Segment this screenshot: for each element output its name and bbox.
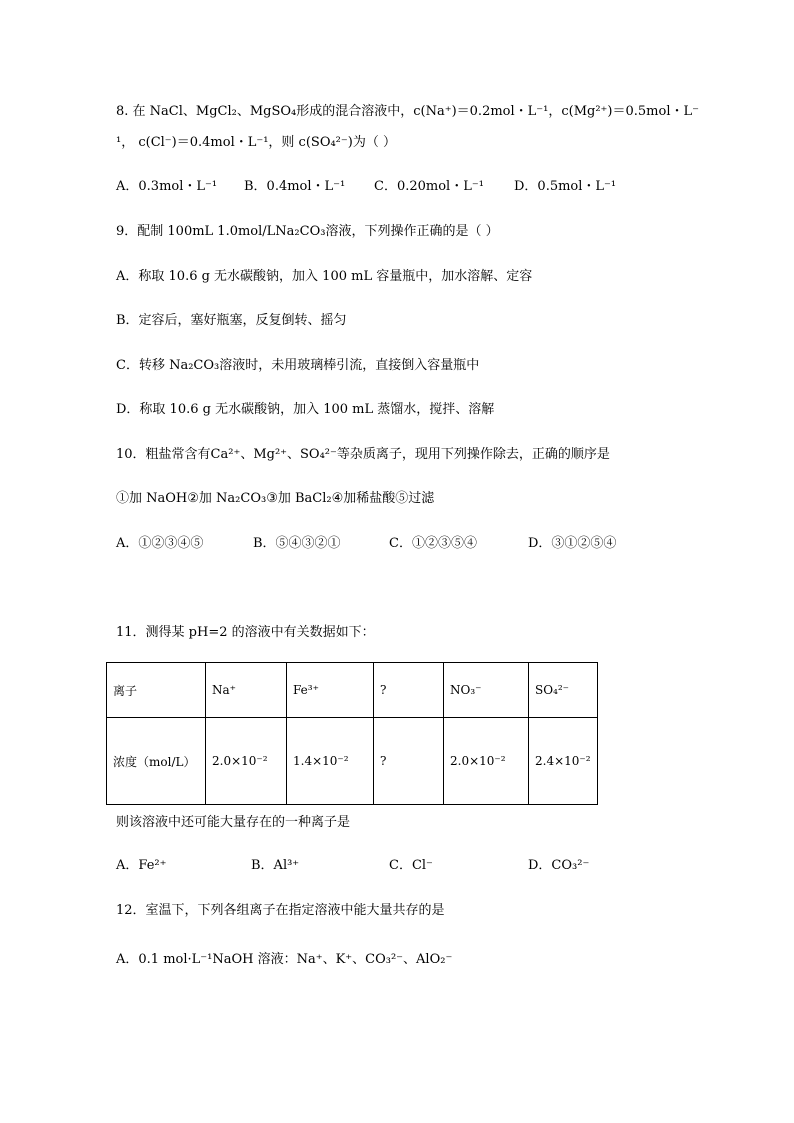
q8-stem-line2: ¹， c(Cl⁻)＝0.4mol・L⁻¹，则 c(SO₄²⁻)为（ ） bbox=[116, 135, 396, 150]
q11-prompt: 则该溶液中还可能大量存在的一种离子是 bbox=[116, 815, 351, 830]
q11-option-c: C．Cl⁻ bbox=[389, 858, 433, 873]
ion-data-table bbox=[106, 662, 598, 805]
table-cell: SO₄²⁻ bbox=[529, 663, 598, 718]
table-cell: 1.4×10⁻² bbox=[287, 718, 374, 805]
table-cell: 2.0×10⁻² bbox=[206, 718, 287, 805]
q8-option-b: B．0.4mol・L⁻¹ bbox=[244, 179, 346, 194]
q8-option-a: A．0.3mol・L⁻¹ bbox=[116, 179, 218, 194]
q11-option-b: B．Al³⁺ bbox=[251, 858, 300, 873]
q11-option-a: A．Fe²⁺ bbox=[116, 858, 167, 873]
table-cell: 2.0×10⁻² bbox=[444, 718, 529, 805]
table-cell: Na⁺ bbox=[206, 663, 287, 718]
q11-stem: 11．测得某 pH=2 的溶液中有关数据如下： bbox=[116, 625, 375, 640]
table-cell: 离子 bbox=[107, 663, 206, 718]
q8-option-c: C．0.20mol・L⁻¹ bbox=[374, 179, 484, 194]
table-cell: Fe³⁺ bbox=[287, 663, 374, 718]
table-header-row bbox=[107, 663, 598, 718]
table-cell: NO₃⁻ bbox=[444, 663, 529, 718]
q9-option-b: B．定容后，塞好瓶塞，反复倒转、摇匀 bbox=[116, 313, 347, 328]
table-cell: ? bbox=[374, 718, 444, 805]
table-cell: 2.4×10⁻² bbox=[529, 718, 598, 805]
q8-stem-line1: 8. 在 NaCl、MgCl₂、MgSO₄形成的混合溶液中，c(Na⁺)＝0.2mol・L⁻¹，c(Mg²⁺)＝0.5mol・L⁻ bbox=[116, 104, 699, 119]
q10-stem: 10．粗盐常含有Ca²⁺、Mg²⁺、SO₄²⁻等杂质离子，现用下列操作除去，正确的顺序是 bbox=[116, 447, 610, 462]
q9-option-c: C．转移 Na₂CO₃溶液时，未用玻璃棒引流，直接倒入容量瓶中 bbox=[116, 358, 480, 373]
q9-stem: 9．配制 100mL 1.0mol/LNa₂CO₃溶液，下列操作正确的是（ ） bbox=[116, 224, 499, 239]
table-row bbox=[107, 718, 598, 805]
q11-option-d: D．CO₃²⁻ bbox=[528, 858, 590, 873]
q10-option-c: C．①②③⑤④ bbox=[389, 536, 477, 551]
table-cell: 浓度（mol/L） bbox=[107, 718, 206, 805]
q10-operations: ①加 NaOH②加 Na₂CO₃③加 BaCl₂④加稀盐酸⑤过滤 bbox=[116, 491, 435, 506]
q12-option-a: A．0.1 mol·L⁻¹NaOH 溶液：Na⁺、K⁺、CO₃²⁻、AlO₂⁻ bbox=[116, 952, 453, 967]
q10-option-d: D．③①②⑤④ bbox=[528, 536, 617, 551]
q8-option-d: D．0.5mol・L⁻¹ bbox=[514, 179, 617, 194]
q10-option-b: B．⑤④③②① bbox=[253, 536, 341, 551]
q10-option-a: A．①②③④⑤ bbox=[116, 536, 204, 551]
q12-stem: 12．室温下，下列各组离子在指定溶液中能大量共存的是 bbox=[116, 903, 445, 918]
table-cell: ? bbox=[374, 663, 444, 718]
q9-option-d: D．称取 10.6 g 无水碳酸钠，加入 100 mL 蒸馏水，搅拌、溶解 bbox=[116, 402, 495, 417]
q9-option-a: A．称取 10.6 g 无水碳酸钠，加入 100 mL 容量瓶中，加水溶解、定容 bbox=[116, 269, 533, 284]
